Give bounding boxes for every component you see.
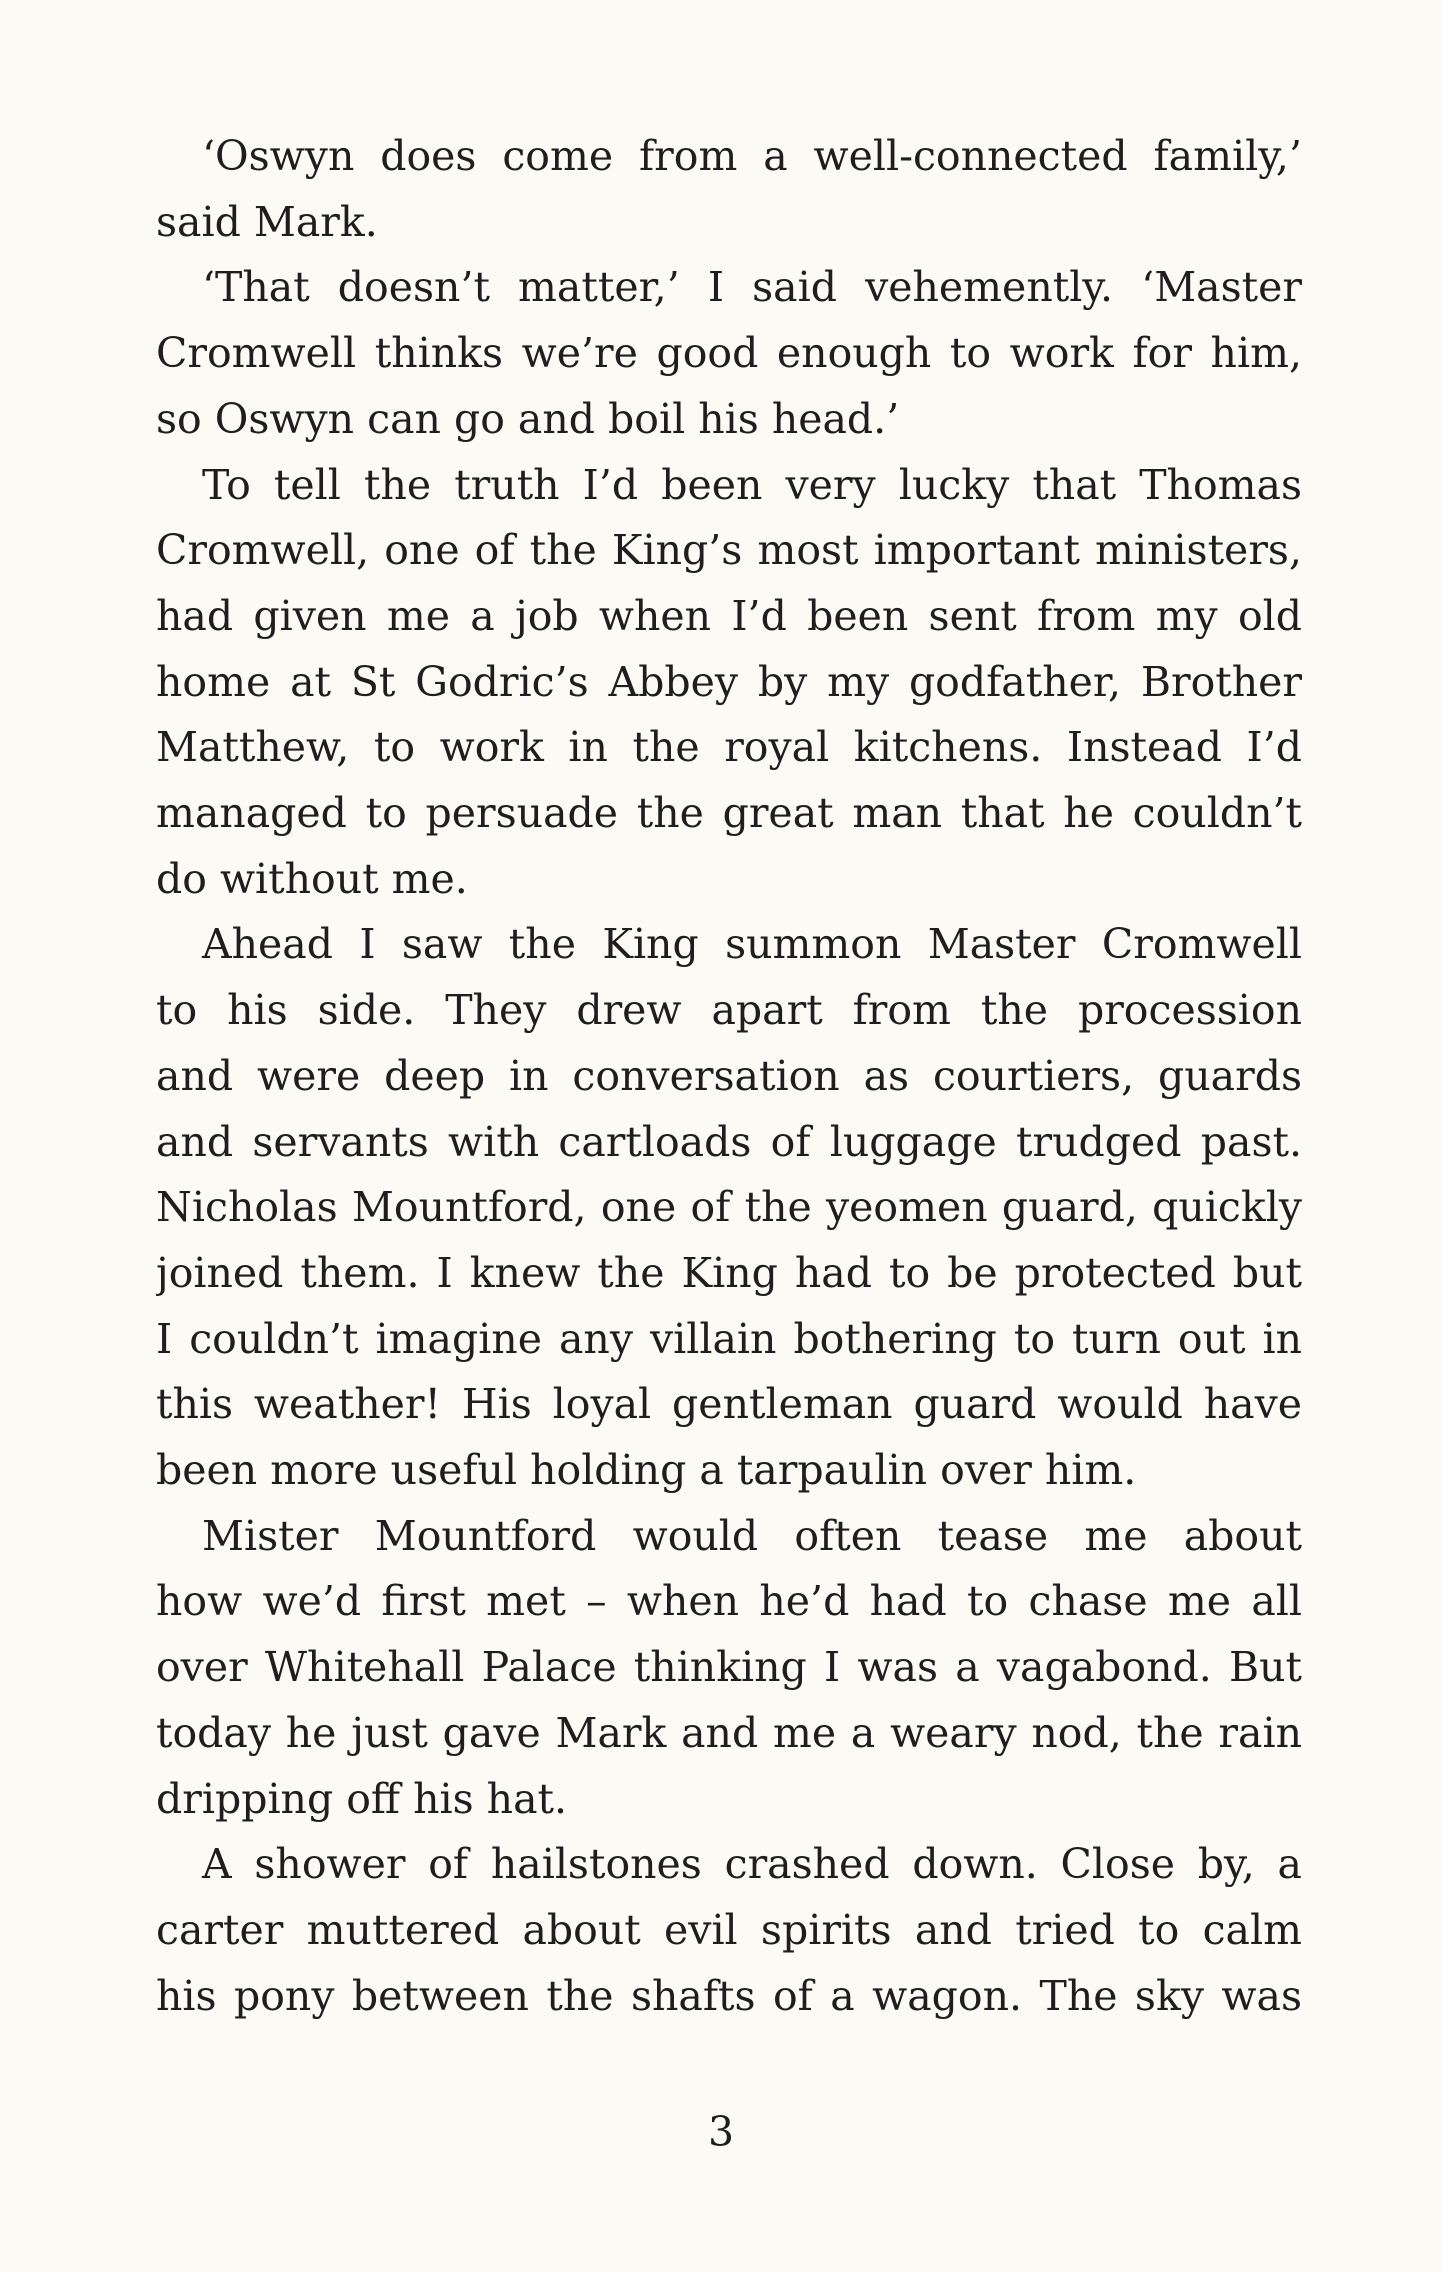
text-line: Nicholas Mountford, one of the yeomen guard, quickly <box>156 1183 1302 1232</box>
text-line: his pony between the shafts of a wagon. The sky was <box>156 1971 1302 2020</box>
text-line: home at St Godric’s Abbey by my godfather, Brother <box>156 657 1302 706</box>
text-line: I couldn’t imagine any villain bothering to turn out in <box>156 1314 1302 1363</box>
body-text <box>156 124 1302 2029</box>
text-line: said Mark. <box>156 197 378 246</box>
paragraph <box>156 1832 1302 2029</box>
text-line: do without me. <box>156 854 468 903</box>
text-line: ‘That doesn’t matter,’ I said vehemently. ‘Master <box>202 263 1302 312</box>
text-line: A shower of hailstones crashed down. Close by, a <box>202 1840 1302 1889</box>
text-line: Matthew, to work in the royal kitchens. Instead I’d <box>156 723 1302 772</box>
text-line: so Oswyn can go and boil his head.’ <box>156 394 900 443</box>
text-line: had given me a job when I’d been sent from my old <box>156 591 1302 640</box>
paragraph <box>156 255 1302 452</box>
text-line: and servants with cartloads of luggage trudged past. <box>156 1117 1302 1166</box>
paragraph <box>156 1504 1302 1833</box>
paragraph <box>156 124 1302 255</box>
paragraph <box>156 453 1302 913</box>
text-line: managed to persuade the great man that he couldn’t <box>156 789 1302 838</box>
text-line: To tell the truth I’d been very lucky that Thomas <box>202 460 1302 509</box>
text-line: today he just gave Mark and me a weary nod, the rain <box>156 1708 1302 1757</box>
page-number: 3 <box>707 2108 735 2156</box>
text-line: joined them. I knew the King had to be protected but <box>156 1248 1302 1297</box>
text-line: over Whitehall Palace thinking I was a vagabond. But <box>156 1643 1302 1692</box>
text-line: Cromwell thinks we’re good enough to work for him, <box>156 329 1302 378</box>
text-line: to his side. They drew apart from the procession <box>156 986 1302 1035</box>
text-line: Mister Mountford would often tease me about <box>202 1511 1302 1560</box>
text-line: been more useful holding a tarpaulin over him. <box>156 1446 1137 1495</box>
text-line: how we’d first met – when he’d had to chase me all <box>156 1577 1302 1626</box>
paragraph <box>156 912 1302 1503</box>
text-line: dripping off his hat. <box>156 1774 568 1823</box>
text-line: ‘Oswyn does come from a well-connected family,’ <box>202 132 1302 180</box>
text-line: and were deep in conversation as courtiers, guards <box>156 1051 1302 1100</box>
text-line: Ahead I saw the King summon Master Cromwell <box>202 920 1302 969</box>
text-line: this weather! His loyal gentleman guard would have <box>156 1380 1302 1429</box>
text-line: Cromwell, one of the King’s most important ministers, <box>156 526 1302 575</box>
text-line: carter muttered about evil spirits and tried to calm <box>156 1905 1302 1954</box>
